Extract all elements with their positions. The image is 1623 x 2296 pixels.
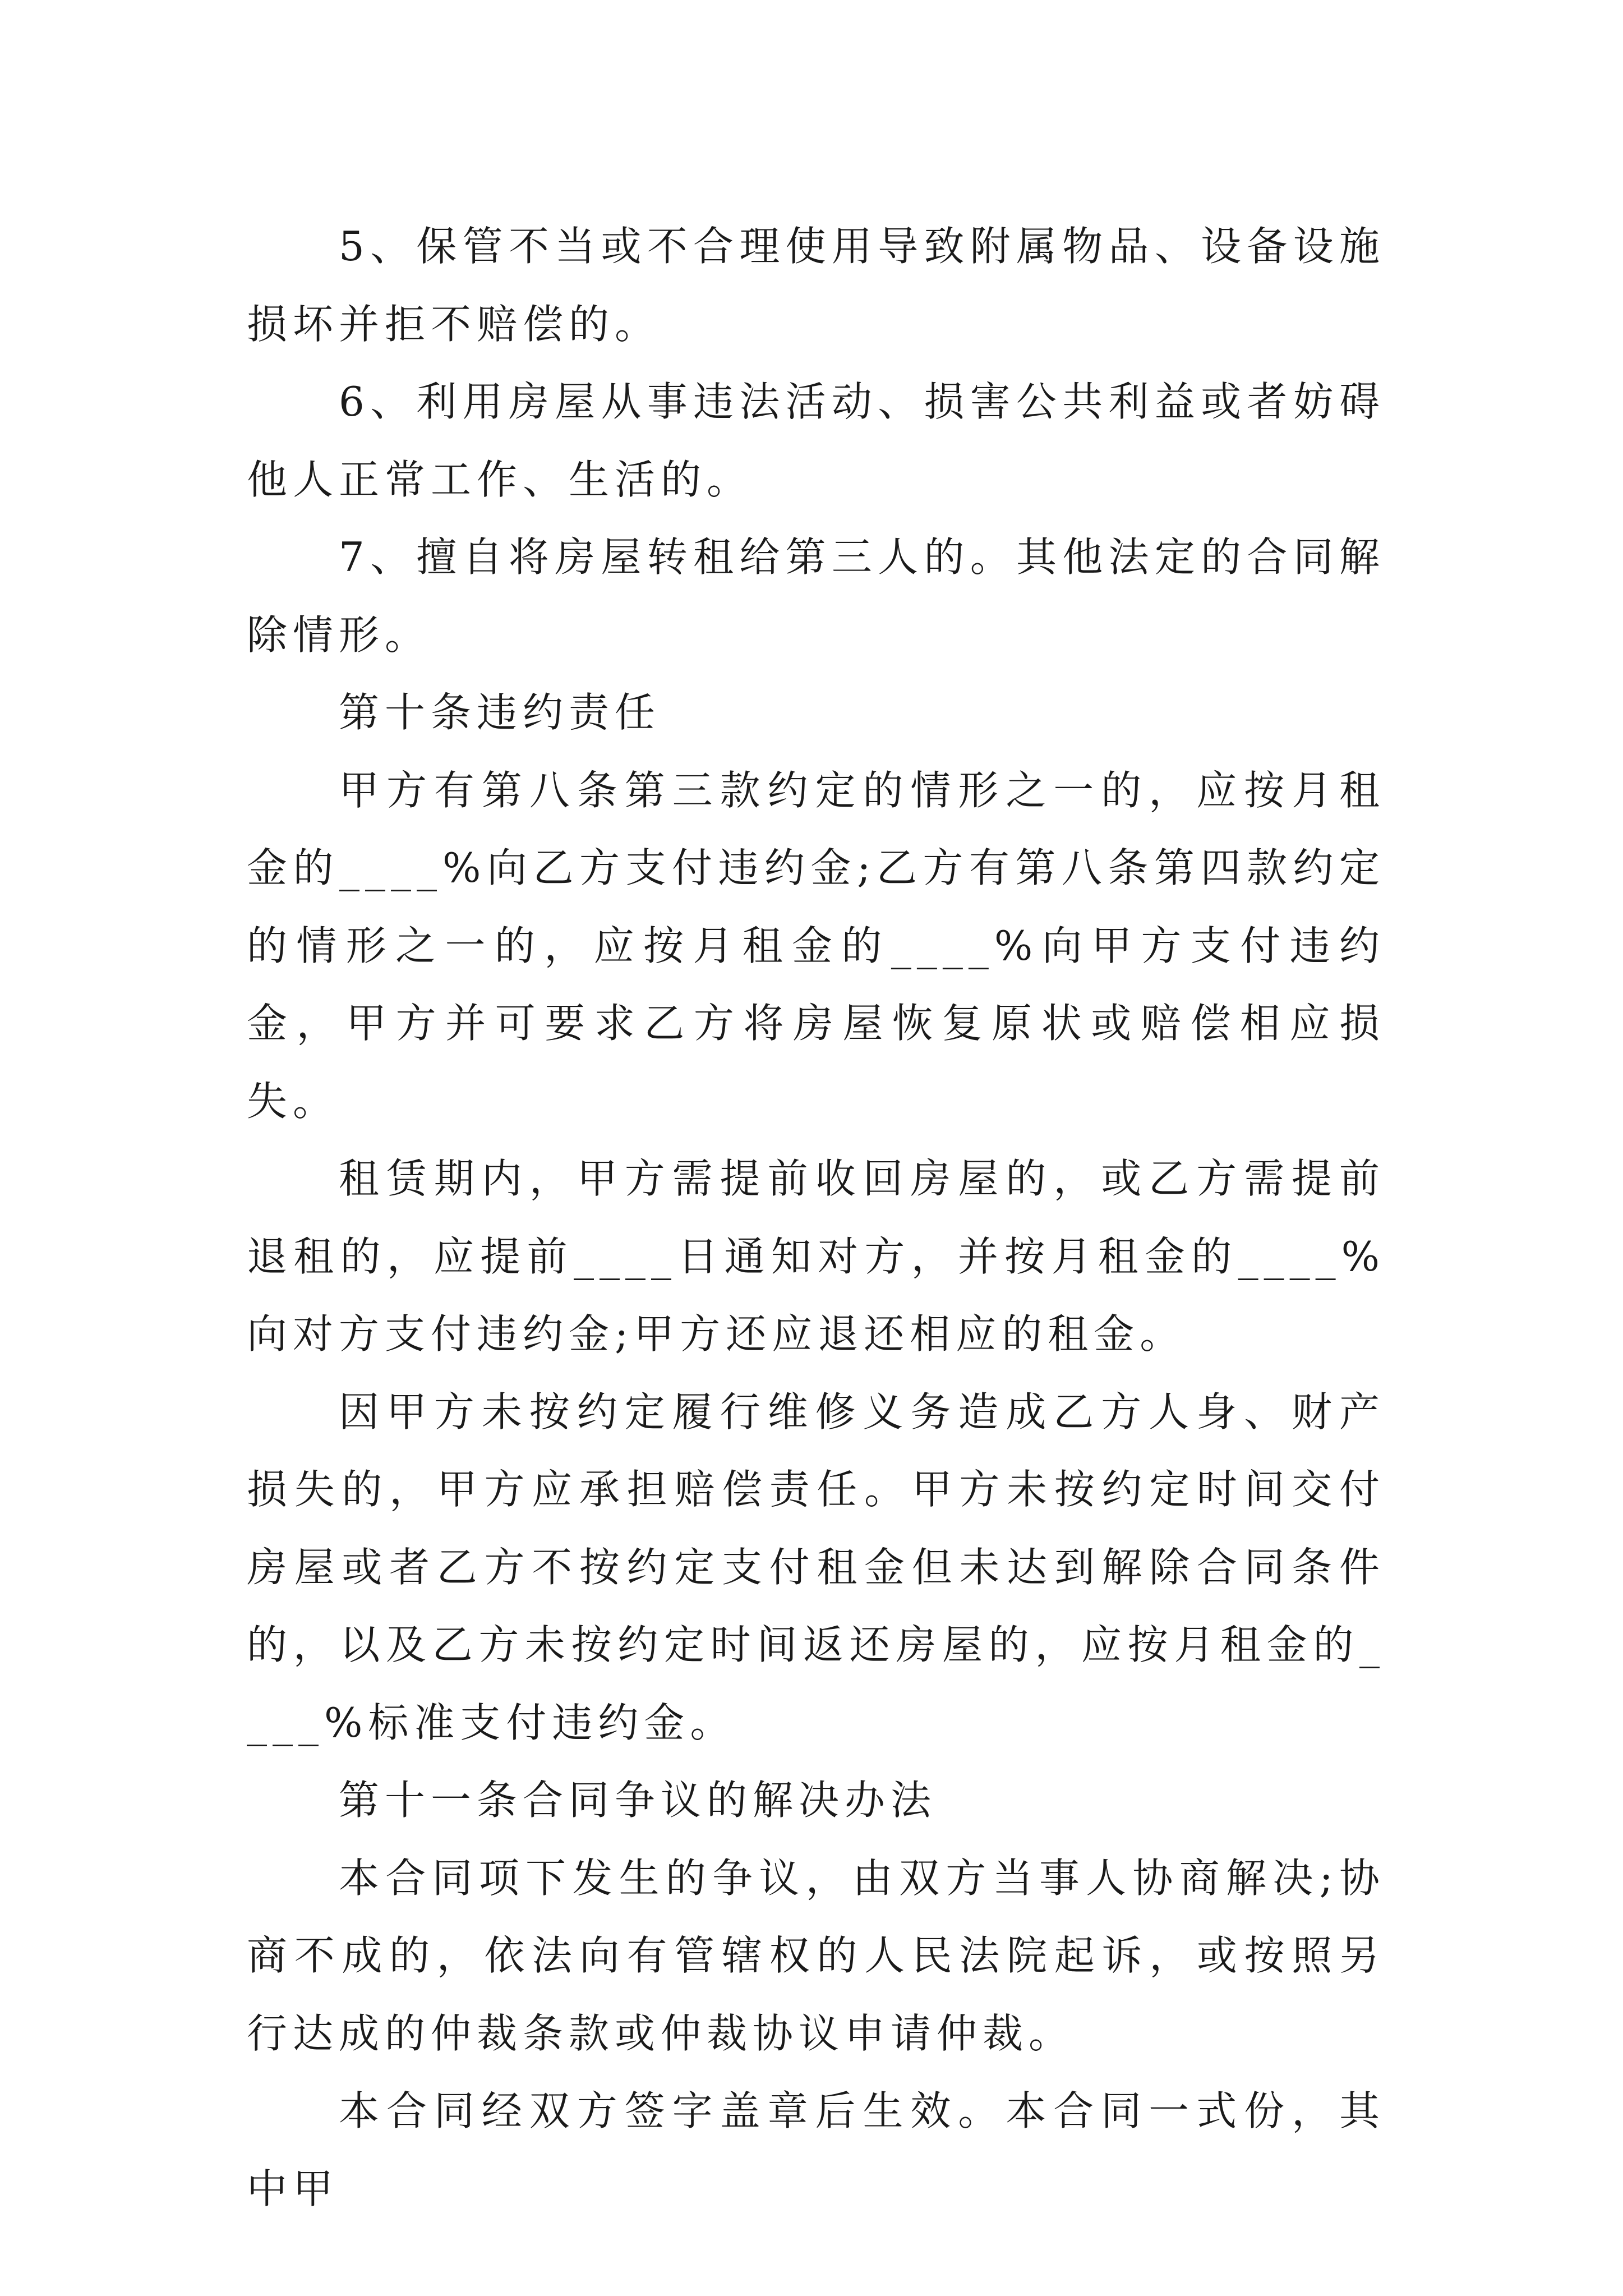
early-termination-paragraph: 租赁期内，甲方需提前收回房屋的，或乙方需提前退租的，应提前____日通知对方，并按月租金的____%向对方支付违约金;甲方还应退还相应的租金。 [247,1155,1385,1358]
article-11-heading: 第十一条合同争议的解决办法 [339,1777,937,1824]
clause-5-paragraph: 5、保管不当或不合理使用导致附属物品、设备设施损坏并拒不赔偿的。 [247,223,1385,348]
clause-6-paragraph: 6、利用房屋从事违法活动、损害公共利益或者妨碍他人正常工作、生活的。 [247,378,1385,503]
document-body [247,208,1385,2228]
clause-7-paragraph: 7、擅自将房屋转租给第三人的。其他法定的合同解除情形。 [247,533,1385,659]
dispute-resolution-paragraph: 本合同项下发生的争议，由双方当事人协商解决;协商不成的，依法向有管辖权的人民法院起诉，或按照另行达成的仲裁条款或仲裁协议申请仲裁。 [247,1854,1385,2057]
breach-penalty-paragraph: 甲方有第八条第三款约定的情形之一的，应按月租金的____%向乙方支付违约金;乙方有第八条第四款约定的情形之一的，应按月租金的____%向甲方支付违约金，甲方并可要求乙方将房屋恢复原状或赔偿相应损失。 [247,766,1385,1125]
maintenance-liability-paragraph: 因甲方未按约定履行维修义务造成乙方人身、财产损失的，甲方应承担赔偿责任。甲方未按约定时间交付房屋或者乙方不按约定支付租金但未达到解除合同条件的，以及乙方未按约定时间返还房屋的，应按月租金的____%标准支付违约金。 [247,1388,1385,1746]
effectiveness-paragraph: 本合同经双方签字盖章后生效。本合同一式份，其中甲 [247,2087,1385,2212]
article-10-heading: 第十条违约责任 [339,689,661,736]
